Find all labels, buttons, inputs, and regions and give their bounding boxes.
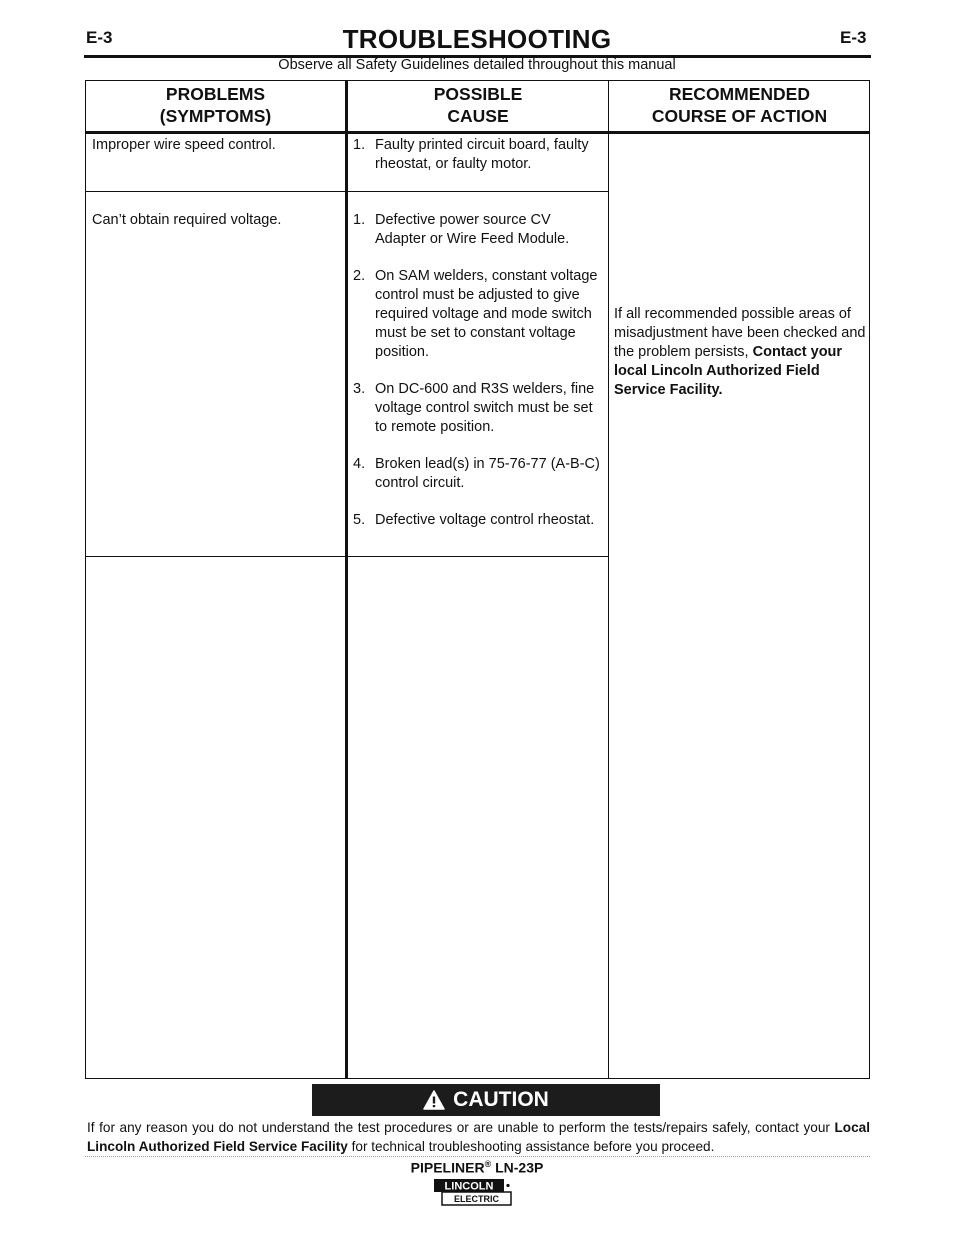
warning-triangle-icon	[423, 1090, 445, 1110]
cause-text: On SAM welders, constant voltage control must be adjusted to give required voltage and mode switch must be set to constant voltage position.	[375, 268, 598, 360]
header-action-line1: RECOMMENDED	[669, 84, 810, 104]
product-name	[0, 1159, 954, 1176]
cause-item	[353, 267, 603, 362]
product-name-text: PIPELINER	[410, 1159, 485, 1176]
page-title: TROUBLESHOOTING	[342, 24, 612, 54]
caution-banner	[312, 1084, 660, 1116]
cause-number: 1.	[353, 212, 366, 228]
header-action	[609, 83, 870, 127]
cause-number: 4.	[353, 456, 366, 472]
header-cause-line1: POSSIBLE	[433, 84, 523, 104]
cause-text: Faulty printed circuit board, faulty rheostat, or faulty motor.	[375, 137, 589, 172]
page-code-left: E-3	[86, 28, 113, 47]
logo-line2: ELECTRIC	[454, 1194, 499, 1204]
cause-number: 2.	[353, 268, 366, 284]
logo-line1: LINCOLN	[444, 1180, 494, 1193]
cause-item	[353, 136, 603, 174]
page-code-right: E-3	[840, 28, 867, 47]
cause-text: Defective voltage control rheostat.	[375, 512, 595, 528]
problem-voltage: Can’t obtain required voltage.	[92, 212, 282, 228]
caution-label: CAUTION	[453, 1088, 549, 1111]
footnote-text-1: If for any reason you do not understand the test procedures or are unable to perform the tests/repairs safely, contact your	[87, 1120, 830, 1135]
footer-rule	[85, 1156, 870, 1157]
header-problems-line2: (SYMPTOMS)	[159, 106, 272, 126]
cause-text: Defective power source CV Adapter or Wire Feed Module.	[375, 212, 570, 247]
cause-number: 5.	[353, 512, 366, 528]
action-contact-text: Contact your local Lincoln Authorized Field Service Facility.	[614, 344, 843, 398]
caution-footnote	[87, 1118, 870, 1156]
cause-text: On DC-600 and R3S welders, fine voltage control switch must be set to remote position.	[375, 381, 595, 435]
cause-number: 3.	[353, 381, 366, 397]
row-divider-2	[85, 556, 609, 557]
column-divider-2	[608, 80, 609, 1079]
lincoln-electric-logo	[433, 1178, 513, 1207]
causes-voltage	[353, 211, 603, 548]
problem-wire-speed: Improper wire speed control.	[92, 137, 276, 153]
header-problems	[86, 83, 345, 127]
recommended-action	[614, 305, 866, 400]
header-cause	[348, 83, 608, 127]
cause-item	[353, 211, 603, 249]
cause-text: Broken lead(s) in 75-76-77 (A-B-C) control circuit.	[375, 456, 600, 491]
action-text: If all recommended possible areas of misadjustment have been checked and the problem persists,	[614, 306, 866, 360]
causes-wire-speed	[353, 136, 603, 192]
footnote-text-2: for technical troubleshooting assistance before you proceed.	[351, 1139, 715, 1154]
product-model: LN-23P	[495, 1159, 544, 1176]
cause-number: 1.	[353, 137, 366, 153]
cause-item	[353, 380, 603, 437]
header-problems-line1: PROBLEMS	[165, 84, 266, 104]
logo-reg-dot	[506, 1184, 509, 1187]
cause-item	[353, 511, 603, 530]
cause-item	[353, 455, 603, 493]
column-divider-1	[345, 80, 348, 1079]
registered-mark: ®	[484, 1159, 492, 1169]
header-cause-line2: CAUSE	[447, 106, 509, 126]
safety-subtitle: Observe all Safety Guidelines detailed throughout this manual	[278, 57, 676, 73]
header-rule	[85, 131, 870, 134]
footnote-bold: Local Lincoln Authorized Field Service Facility	[87, 1120, 871, 1154]
header-action-line2: COURSE OF ACTION	[651, 106, 828, 126]
